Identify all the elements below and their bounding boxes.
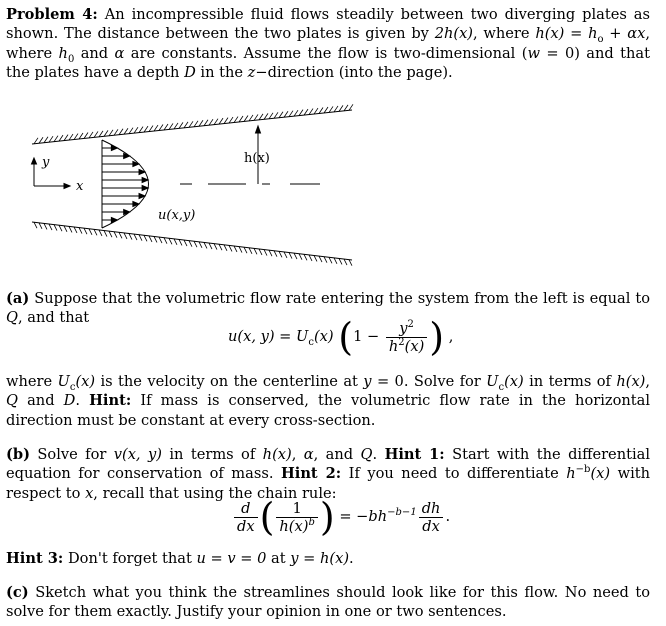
hatch-mark bbox=[319, 108, 323, 114]
hatch-mark bbox=[79, 133, 83, 139]
part-a-intro: (a) Suppose that the volumetric flow rate entering the system from the left is equal to Q, and that bbox=[6, 290, 650, 327]
hatch-mark bbox=[219, 244, 222, 250]
hatch-mark bbox=[144, 235, 147, 241]
hatch-mark bbox=[234, 117, 238, 123]
hatch-mark bbox=[304, 254, 307, 260]
hatch-mark bbox=[139, 235, 142, 241]
hatch-mark bbox=[279, 251, 282, 257]
hatch-mark bbox=[154, 236, 157, 242]
hatch-mark bbox=[204, 120, 208, 126]
hatch-mark bbox=[189, 121, 193, 127]
hatch-mark bbox=[274, 251, 277, 257]
hatch-mark bbox=[34, 222, 37, 228]
hatch-mark bbox=[304, 109, 308, 115]
hatch-mark bbox=[339, 105, 343, 111]
part-b-intro: (b) Solve for v(x, y) in terms of h(x), α, and Q. Hint 1: Start with the differential equation for conservation of mass. Hint 2: If you need to differentiate $h^{-b}(x)$ with respect to x, recall that using the chain rule: bbox=[6, 446, 651, 502]
hatch-mark bbox=[324, 257, 327, 263]
hatch-mark bbox=[179, 239, 182, 245]
hatch-mark bbox=[84, 228, 87, 234]
hatch-mark bbox=[124, 233, 127, 239]
hatch-mark bbox=[109, 231, 112, 237]
hatch-mark bbox=[64, 135, 68, 141]
hatch-mark bbox=[54, 136, 58, 142]
x-axis-label: x bbox=[76, 179, 84, 194]
hatch-mark bbox=[89, 132, 93, 138]
hatch-mark bbox=[164, 124, 168, 130]
hatch-mark bbox=[119, 232, 122, 238]
hatch-mark bbox=[214, 244, 217, 250]
hatch-mark bbox=[134, 234, 137, 240]
hatch-mark bbox=[284, 252, 287, 258]
hatch-mark bbox=[274, 112, 278, 118]
hatch-mark bbox=[114, 129, 118, 135]
hatch-mark bbox=[209, 243, 212, 249]
velocity-arrowhead bbox=[124, 154, 130, 159]
hatch-mark bbox=[224, 245, 227, 251]
part-b-hint3: Hint 3: Don't forget that u = v = 0 at y = h(x). bbox=[6, 550, 354, 567]
hatch-mark bbox=[334, 106, 338, 112]
hatch-mark bbox=[159, 125, 163, 131]
hatch-mark bbox=[314, 108, 318, 114]
velocity-arrowhead bbox=[133, 202, 139, 207]
hatch-mark bbox=[49, 224, 52, 230]
hatch-mark bbox=[39, 137, 43, 143]
hatch-mark bbox=[144, 126, 148, 132]
hatch-mark bbox=[234, 246, 237, 252]
hatch-mark bbox=[229, 117, 233, 123]
hatch-mark bbox=[259, 114, 263, 120]
hatch-mark bbox=[284, 111, 288, 117]
velocity-arrowhead bbox=[133, 162, 139, 167]
diverging-plates-figure bbox=[0, 100, 380, 270]
hatch-mark bbox=[94, 131, 98, 137]
velocity-profile-arrows bbox=[102, 146, 148, 223]
hatch-mark bbox=[249, 115, 253, 121]
hatch-mark bbox=[324, 107, 328, 113]
velocity-equation: u(x, $y) = U_c(x) (1$ − $\frac{y^2}{h^2(x)}$ ) , bbox=[228, 315, 454, 359]
hatch-mark bbox=[124, 128, 128, 134]
hatch-mark bbox=[319, 256, 322, 262]
hatch-mark bbox=[269, 113, 273, 119]
hatch-mark bbox=[34, 138, 38, 144]
hatch-mark bbox=[224, 118, 228, 124]
coordinate-axes bbox=[32, 158, 71, 189]
hatch-mark bbox=[129, 128, 133, 134]
y-axis-label: y bbox=[42, 155, 50, 170]
hatch-mark bbox=[259, 249, 262, 255]
hatch-mark bbox=[99, 131, 103, 137]
hatch-mark bbox=[214, 119, 218, 125]
hatch-mark bbox=[219, 118, 223, 124]
hatch-mark bbox=[134, 127, 138, 133]
hatch-mark bbox=[299, 254, 302, 260]
hatch-mark bbox=[289, 253, 292, 259]
velocity-arrowhead bbox=[124, 210, 130, 215]
part-a-body: where $U_c(x)$ is the velocity on the centerline at y = 0. Solve for $U_c(x)$ in terms of h(x), Q and D. Hint: If mass is conserved, the volumetric flow rate in the horizontal direction must be constant at every cross-section. bbox=[6, 373, 651, 429]
hatch-mark bbox=[189, 241, 192, 247]
hatch-mark bbox=[294, 253, 297, 259]
hatch-mark bbox=[164, 238, 167, 244]
u-label: u(x,y) bbox=[158, 208, 196, 223]
hatch-mark bbox=[204, 242, 207, 248]
hatch-mark bbox=[169, 123, 173, 129]
hatch-mark bbox=[344, 105, 348, 111]
part-c: (c) Sketch what you think the streamlines should look like for this flow. No need to solve for them exactly. Justify your opinion in one or two sentences. bbox=[6, 584, 650, 621]
velocity-arrowhead bbox=[111, 218, 117, 223]
hatch-mark bbox=[194, 121, 198, 127]
hatch-mark bbox=[64, 226, 67, 232]
velocity-profile bbox=[102, 140, 149, 228]
hatch-mark bbox=[84, 132, 88, 138]
hatch-mark bbox=[249, 248, 252, 254]
h-label: h(x) bbox=[244, 151, 270, 166]
hatch-mark bbox=[254, 248, 257, 254]
hatch-mark bbox=[314, 255, 317, 261]
hatch-mark bbox=[199, 120, 203, 126]
hatch-mark bbox=[244, 115, 248, 121]
hatch-mark bbox=[264, 113, 268, 119]
hatch-mark bbox=[289, 111, 293, 117]
hatch-mark bbox=[179, 122, 183, 128]
hatch-mark bbox=[254, 114, 258, 120]
hatch-mark bbox=[39, 223, 42, 229]
hatch-mark bbox=[69, 134, 73, 140]
hatch-mark bbox=[184, 240, 187, 246]
hatch-mark bbox=[54, 225, 57, 231]
hatch-mark bbox=[334, 258, 337, 264]
hatch-mark bbox=[339, 258, 342, 264]
hatch-mark bbox=[59, 225, 62, 231]
hatch-mark bbox=[329, 257, 332, 263]
hatch-mark bbox=[174, 123, 178, 129]
hatch-mark bbox=[194, 241, 197, 247]
upper-plate-hatching bbox=[34, 104, 353, 143]
hatch-mark bbox=[159, 237, 162, 243]
hatch-mark bbox=[49, 136, 53, 142]
hatch-mark bbox=[139, 127, 143, 133]
hatch-mark bbox=[169, 238, 172, 244]
hatch-mark bbox=[109, 130, 113, 136]
hatch-mark bbox=[344, 259, 347, 265]
hatch-mark bbox=[114, 232, 117, 238]
hatch-mark bbox=[74, 227, 77, 233]
hatch-mark bbox=[94, 229, 97, 235]
hatch-mark bbox=[229, 245, 232, 251]
hatch-mark bbox=[349, 260, 352, 266]
hatch-mark bbox=[264, 250, 267, 256]
hatch-mark bbox=[239, 116, 243, 122]
hatch-mark bbox=[299, 110, 303, 116]
velocity-arrowhead bbox=[111, 146, 117, 151]
hatch-mark bbox=[44, 137, 48, 143]
hatch-mark bbox=[99, 230, 102, 236]
hatch-mark bbox=[59, 135, 63, 141]
problem-title: Problem 4: bbox=[6, 6, 98, 23]
hatch-mark bbox=[149, 236, 152, 242]
hatch-mark bbox=[69, 226, 72, 232]
hatch-mark bbox=[329, 106, 333, 112]
hatch-mark bbox=[89, 229, 92, 235]
hatch-mark bbox=[119, 129, 123, 135]
hatch-mark bbox=[79, 228, 82, 234]
hatch-mark bbox=[129, 234, 132, 240]
hatch-mark bbox=[309, 255, 312, 261]
hatch-mark bbox=[239, 247, 242, 253]
hatch-mark bbox=[349, 104, 353, 110]
hatch-mark bbox=[74, 134, 78, 140]
hatch-mark bbox=[279, 112, 283, 118]
hatch-mark bbox=[184, 122, 188, 128]
chain-rule-equation: $\frac{d}{dx}$ ( $\frac{1}{h(x)^b}$ ) = $-bh^{-b-1}$ $\frac{dh}{dx}$ . bbox=[232, 498, 450, 536]
hatch-mark bbox=[209, 119, 213, 125]
hatch-mark bbox=[149, 126, 153, 132]
hatch-mark bbox=[104, 231, 107, 237]
hatch-mark bbox=[294, 110, 298, 116]
hatch-mark bbox=[44, 223, 47, 229]
lower-plate-hatching bbox=[34, 222, 352, 265]
problem-statement: Problem 4: An incompressible fluid flows steadily between two diverging plates as shown. The distance between the two plates is given by 2h(x), where $h(x) = h_o + \alpha x$, where $h_0$ and α are constants. Assume the flow is two-dimensional (w = 0) and that the plates have a depth D in the z−direction (into the page). bbox=[6, 6, 651, 82]
hatch-mark bbox=[199, 242, 202, 248]
hatch-mark bbox=[269, 250, 272, 256]
hatch-mark bbox=[104, 130, 108, 136]
hatch-mark bbox=[309, 109, 313, 115]
hatch-mark bbox=[154, 125, 158, 131]
hatch-mark bbox=[174, 239, 177, 245]
hatch-mark bbox=[244, 247, 247, 253]
